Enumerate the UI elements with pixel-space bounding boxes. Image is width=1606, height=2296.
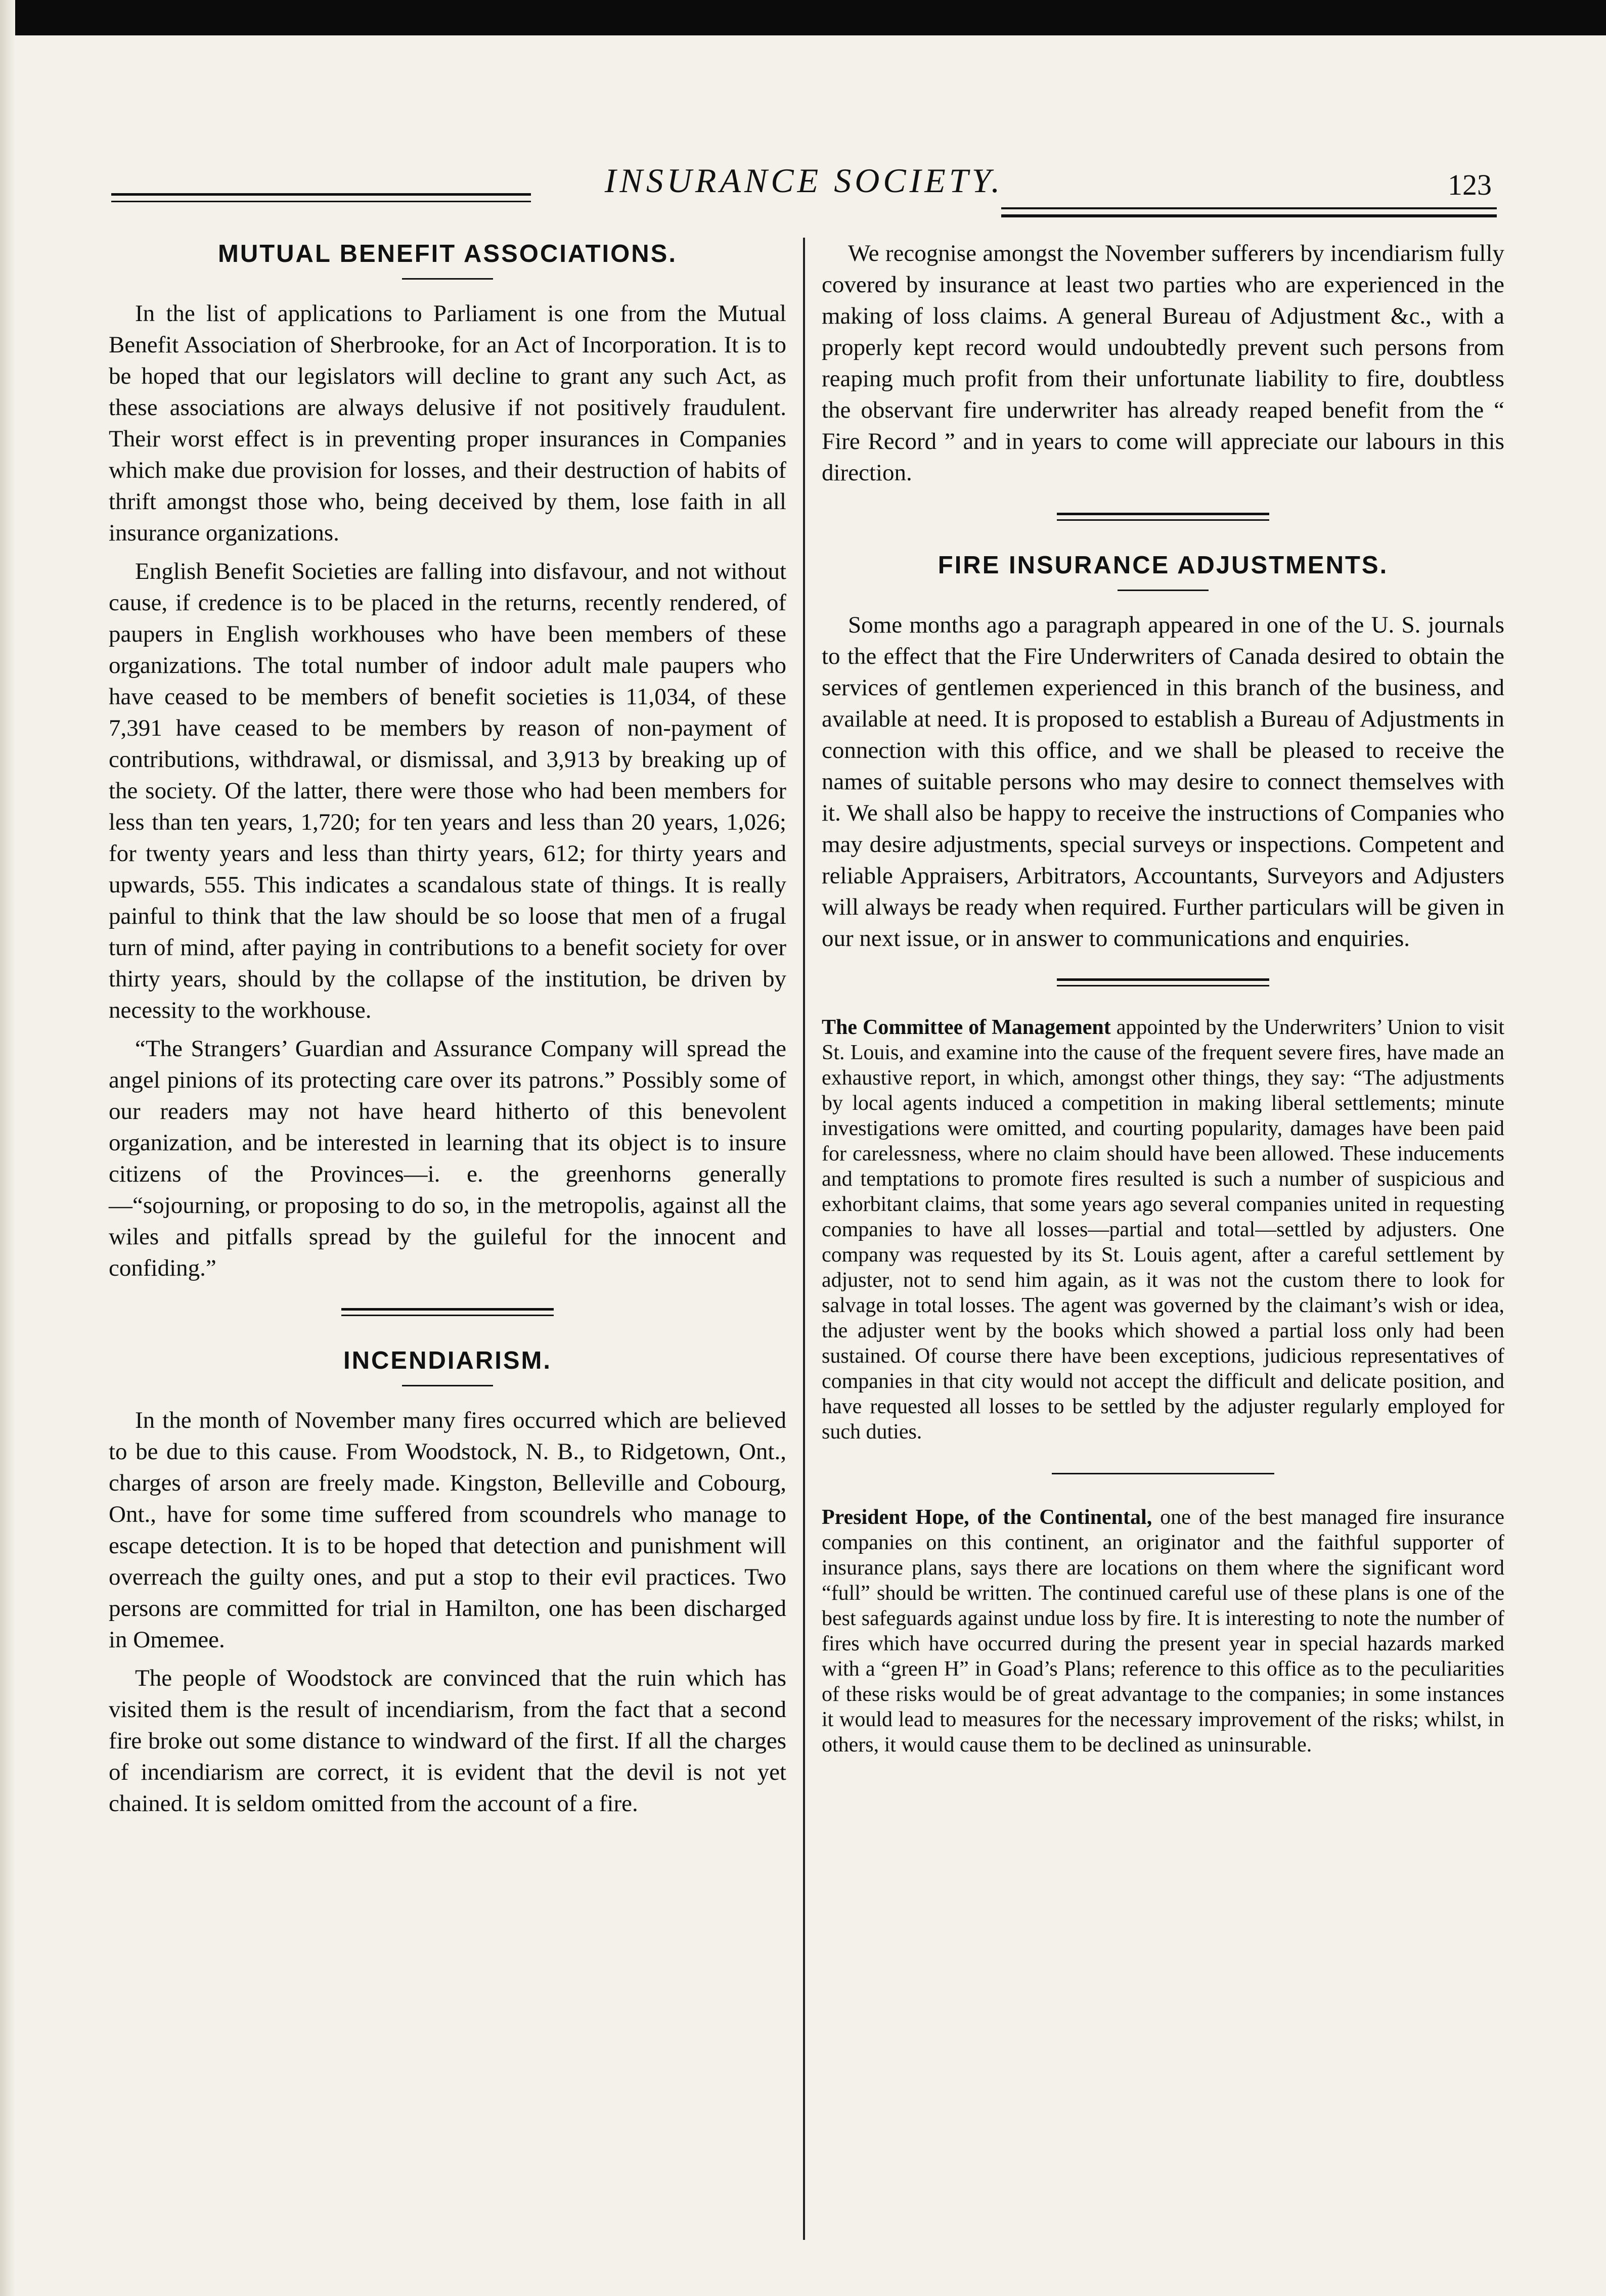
article-paragraph: “The Strangers’ Guardian and Assurance Company will spread the angel pinions of its protecting care over its patrons.” Possibly some of our readers may not have heard hitherto of this benevolent organization, and be interested in learning that its object is to insure citizens of the Provinces—i. e. the greenhorns generally —“sojourning, or proposing to do so, in the metropolis, against all the wiles and pitfalls spread by the guileful for the innocent and confiding.” bbox=[109, 1036, 786, 1281]
heading-rule bbox=[1118, 590, 1209, 591]
article-committee bbox=[822, 1015, 1504, 1445]
heading-rule bbox=[402, 278, 493, 280]
paragraph-text: appointed by the Underwriters’ Union to visit St. Louis, and examine into the cause of the frequent severe fires, have made an exhaustive report, in which, amongst other things, they say: “The adjustments by local agents induced a competition in making liberal settlements; minute investigations were omitted, and courting popularity, damages have been paid for carelessness, where no claim should have been allowed. These inducements and temptations to promote fires resulted is such a number of suspicious and exhorbitant claims, that some years ago several companies united in requesting companies to have all losses—partial and total—settled by adjusters. One company was requested by its St. Louis agent, after a careful settlement by adjuster, not to send him again, as it was not the custom there to look for salvage in total losses. The agent was governed by the claimant’s wish or idea, the adjuster went by the books which showed a partial loss only had been sustained. Of course there have been exceptions, judicious representatives of companies in that city would not accept the difficult and delicate position, and have requested all losses to be settled by the adjuster regularly employed for such duties. bbox=[822, 1016, 1504, 1444]
section-divider bbox=[1057, 513, 1269, 521]
heading-rule bbox=[402, 1385, 493, 1386]
article-paragraph: The people of Woodstock are convinced that the ruin which has visited them is the result of incendiarism, from the fact that a second fire broke out some distance to windward of the first. If all the charges of incendiarism are correct, it is evident that the devil is not yet chained. It is seldom omitted from the account of a fire. bbox=[109, 1665, 786, 1817]
section-divider bbox=[1057, 978, 1269, 986]
column-divider bbox=[803, 238, 805, 2240]
journal-title: INSURANCE SOCIETY. bbox=[604, 161, 1004, 200]
right-column bbox=[822, 238, 1504, 1765]
header-rule-right bbox=[1001, 207, 1497, 217]
page-number: 123 bbox=[1448, 168, 1492, 201]
article-paragraph: Some months ago a paragraph appeared in one of the U. S. journals to the effect that the Fire Underwriters of Canada desired to obtain the services of gentlemen experienced in this branch of the business, and available at need. It is proposed to establish a Bureau of Adjustments in connection with this office, and we shall be pleased to receive the names of suitable persons who may desire to connect themselves with it. We shall also be happy to receive the instructions of Companies who may desire adjustments, special surveys or inspections. Competent and reliable Appraisers, Arbitrators, Accountants, Surveyors and Adjusters will always be ready when required. Further particulars will be given in our next issue, or in answer to communications and enquiries. bbox=[822, 612, 1504, 952]
lead-in: The Committee of Management bbox=[822, 1016, 1111, 1039]
page-spine-shadow bbox=[0, 0, 15, 2296]
lead-in: President Hope, of the Continental, bbox=[822, 1506, 1152, 1529]
left-column bbox=[109, 238, 786, 1826]
article-paragraph: In the month of November many fires occurred which are believed to be due to this cause. From Woodstock, N. B., to Ridgetown, Ont., charges of arson are freely made. Kingston, Belleville and Cobourg, Ont., have for some time suffered from scoundrels who manage to escape detection. It is to be hoped that detection and punishment will overreach the guilty ones, and put a stop to their evil practices. Two persons are committed for trial in Hamilton, one has been discharged in Omemee. bbox=[109, 1407, 786, 1653]
article-paragraph: We recognise amongst the November sufferers by incendiarism fully covered by insurance at least two parties who are experienced in the making of loss claims. A general Bureau of Adjustment &c., with a properly kept record would undoubtedly prevent such persons from reaping much profit from their unfortunate liability to fire, doubtless the observant fire underwriter has already reaped benefit from the “ Fire Record ” and in years to come will appreciate our labours in this direction. bbox=[822, 240, 1504, 486]
page-header bbox=[111, 161, 1497, 216]
article-heading: MUTUAL BENEFIT ASSOCIATIONS. bbox=[218, 240, 677, 267]
article-paragraph: English Benefit Societies are falling into disfavour, and not without cause, if credence is to be placed in the returns, recently rendered, of paupers in English workhouses who have been members of these organizations. The total number of indoor adult male paupers who have ceased to be members of benefit societies is 11,034, of these 7,391 have ceased to be members by reason of non-payment of contributions, withdrawal, or dismissal, and 3,913 by breaking up of the society. Of the latter, there were those who had been members for less than ten years, 1,720; for ten years and less than 20 years, 1,026; for twenty years and less than thirty years, 612; for thirty years and upwards, 555. This indicates a scandalous state of things. It is really painful to think that the law should be so loose that men of a frugal turn of mind, after paying in contributions to a benefit society for over thirty years, should by the collapse of the institution, be driven by necessity to the workhouse. bbox=[109, 558, 786, 1023]
article-heading: INCENDIARISM. bbox=[343, 1347, 552, 1374]
article-paragraph: In the list of applications to Parliament is one from the Mutual Benefit Association of Sherbrooke, for an Act of Incorporation. It is to be hoped that our legislators will decline to grant any such Act, as these associations are always delusive if not positively fraudulent. Their worst effect is in preventing proper insurances in Companies which make due provision for losses, and their destruction of habits of thrift amongst those who, being deceived by them, lose faith in all insurance organizations. bbox=[109, 300, 786, 546]
paragraph-text: one of the best managed fire insurance companies on this continent, an originator and the faithful supporter of insurance plans, says there are locations on them where the significant word “full” should be written. The continued careful use of these plans is one of the best safeguards against undue loss by fire. It is interesting to note the number of fires which have occurred during the present year in special hazards marked with a “green H” in Goad’s Plans; reference to this office as to the peculiarities of these risks would be of great advantage to the companies; in some instances it would lead to measures for the necessary improvement of the risks; whilst, in others, it would cause them to be declined as uninsurable. bbox=[822, 1506, 1504, 1757]
section-divider bbox=[1052, 1473, 1274, 1474]
article-paragraph bbox=[822, 1015, 1504, 1445]
section-divider bbox=[341, 1308, 554, 1316]
article-heading: FIRE INSURANCE ADJUSTMENTS. bbox=[938, 552, 1389, 579]
article-president-hope bbox=[822, 1505, 1504, 1758]
article-mutual-benefit bbox=[109, 238, 786, 1284]
article-fire-adjustments bbox=[822, 549, 1504, 954]
article-paragraph bbox=[822, 1505, 1504, 1758]
article-incendiarism bbox=[109, 1344, 786, 1819]
scan-top-border bbox=[0, 0, 1606, 35]
